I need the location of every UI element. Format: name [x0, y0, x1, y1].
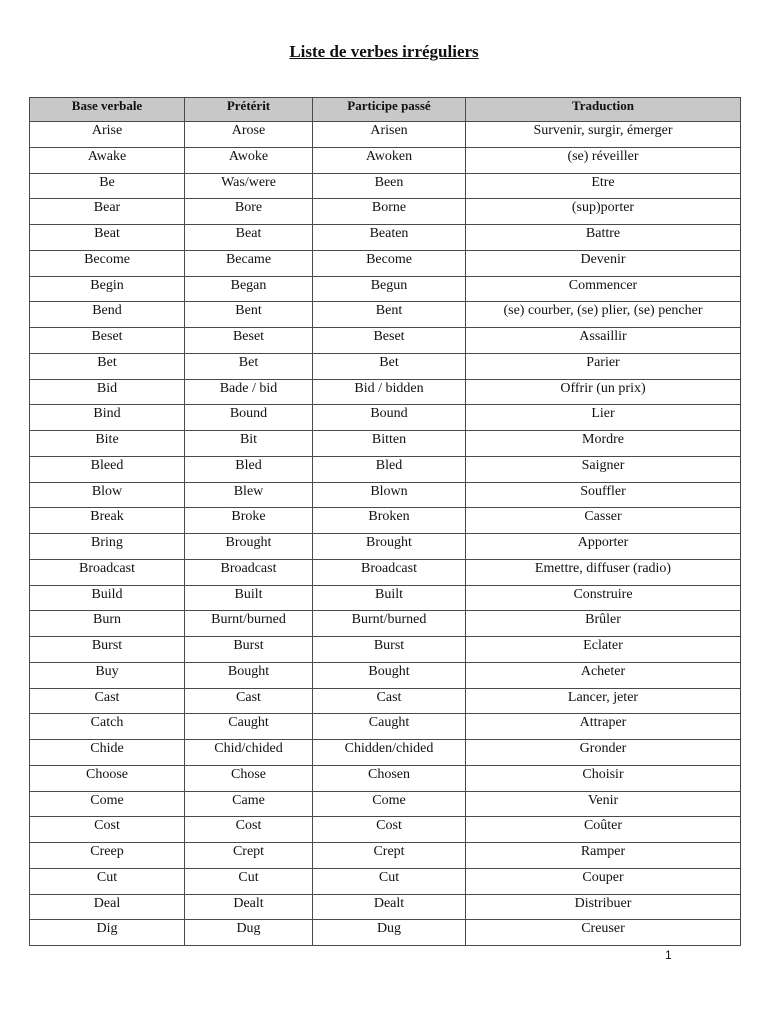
- cell-preterit: Chid/chided: [185, 740, 313, 766]
- table-row: [30, 920, 741, 946]
- table-row: [30, 662, 741, 688]
- cell-base-verbale: Cost: [30, 817, 185, 843]
- cell-base-verbale: Bend: [30, 302, 185, 328]
- cell-preterit: Bit: [185, 431, 313, 457]
- cell-participe-passe: Bet: [313, 353, 466, 379]
- cell-base-verbale: Be: [30, 173, 185, 199]
- cell-traduction: Etre: [466, 173, 741, 199]
- cell-participe-passe: Dealt: [313, 894, 466, 920]
- table-row: [30, 843, 741, 869]
- cell-preterit: Burst: [185, 637, 313, 663]
- cell-preterit: Bound: [185, 405, 313, 431]
- cell-participe-passe: Crept: [313, 843, 466, 869]
- table-row: [30, 147, 741, 173]
- cell-base-verbale: Chide: [30, 740, 185, 766]
- cell-preterit: Cut: [185, 868, 313, 894]
- verb-table-body: [30, 122, 741, 946]
- cell-traduction: Acheter: [466, 662, 741, 688]
- cell-participe-passe: Become: [313, 250, 466, 276]
- table-row: [30, 765, 741, 791]
- cell-preterit: Bade / bid: [185, 379, 313, 405]
- cell-traduction: Mordre: [466, 431, 741, 457]
- cell-participe-passe: Begun: [313, 276, 466, 302]
- cell-traduction: Apporter: [466, 534, 741, 560]
- cell-base-verbale: Catch: [30, 714, 185, 740]
- cell-preterit: Cast: [185, 688, 313, 714]
- cell-traduction: Venir: [466, 791, 741, 817]
- cell-traduction: (se) courber, (se) plier, (se) pencher: [466, 302, 741, 328]
- table-row: [30, 250, 741, 276]
- cell-base-verbale: Deal: [30, 894, 185, 920]
- cell-base-verbale: Broadcast: [30, 559, 185, 585]
- cell-traduction: Brûler: [466, 611, 741, 637]
- cell-traduction: Offrir (un prix): [466, 379, 741, 405]
- cell-base-verbale: Cast: [30, 688, 185, 714]
- cell-base-verbale: Bring: [30, 534, 185, 560]
- cell-traduction: Coûter: [466, 817, 741, 843]
- cell-participe-passe: Cut: [313, 868, 466, 894]
- cell-participe-passe: Cost: [313, 817, 466, 843]
- cell-base-verbale: Burst: [30, 637, 185, 663]
- page-title: Liste de verbes irréguliers: [289, 42, 479, 61]
- cell-preterit: Burnt/burned: [185, 611, 313, 637]
- table-row: [30, 328, 741, 354]
- cell-traduction: Battre: [466, 225, 741, 251]
- cell-base-verbale: Buy: [30, 662, 185, 688]
- cell-participe-passe: Beaten: [313, 225, 466, 251]
- cell-preterit: Chose: [185, 765, 313, 791]
- cell-traduction: (sup)porter: [466, 199, 741, 225]
- cell-preterit: Beset: [185, 328, 313, 354]
- table-row: [30, 894, 741, 920]
- cell-preterit: Dug: [185, 920, 313, 946]
- cell-base-verbale: Bite: [30, 431, 185, 457]
- cell-preterit: Cost: [185, 817, 313, 843]
- cell-traduction: Souffler: [466, 482, 741, 508]
- table-row: [30, 199, 741, 225]
- cell-participe-passe: Awoken: [313, 147, 466, 173]
- cell-preterit: Was/were: [185, 173, 313, 199]
- table-row: [30, 353, 741, 379]
- cell-participe-passe: Chidden/chided: [313, 740, 466, 766]
- table-row: [30, 559, 741, 585]
- cell-preterit: Arose: [185, 122, 313, 148]
- cell-preterit: Broadcast: [185, 559, 313, 585]
- table-header-row: [30, 98, 741, 122]
- cell-base-verbale: Dig: [30, 920, 185, 946]
- cell-preterit: Blew: [185, 482, 313, 508]
- cell-traduction: Survenir, surgir, émerger: [466, 122, 741, 148]
- cell-traduction: Creuser: [466, 920, 741, 946]
- cell-preterit: Broke: [185, 508, 313, 534]
- cell-traduction: Choisir: [466, 765, 741, 791]
- table-row: [30, 791, 741, 817]
- cell-base-verbale: Build: [30, 585, 185, 611]
- header-participe-passe: Participe passé: [313, 98, 466, 122]
- cell-traduction: Lier: [466, 405, 741, 431]
- cell-base-verbale: Break: [30, 508, 185, 534]
- cell-preterit: Bet: [185, 353, 313, 379]
- cell-base-verbale: Come: [30, 791, 185, 817]
- cell-participe-passe: Burnt/burned: [313, 611, 466, 637]
- cell-participe-passe: Burst: [313, 637, 466, 663]
- cell-base-verbale: Cut: [30, 868, 185, 894]
- table-row: [30, 585, 741, 611]
- table-row: [30, 122, 741, 148]
- cell-base-verbale: Bind: [30, 405, 185, 431]
- cell-participe-passe: Come: [313, 791, 466, 817]
- cell-traduction: Construire: [466, 585, 741, 611]
- verb-table: [29, 97, 741, 946]
- table-row: [30, 714, 741, 740]
- cell-base-verbale: Choose: [30, 765, 185, 791]
- table-row: [30, 456, 741, 482]
- cell-participe-passe: Bound: [313, 405, 466, 431]
- table-row: [30, 868, 741, 894]
- cell-participe-passe: Bought: [313, 662, 466, 688]
- header-base-verbale: Base verbale: [30, 98, 185, 122]
- table-row: [30, 740, 741, 766]
- cell-preterit: Brought: [185, 534, 313, 560]
- cell-participe-passe: Blown: [313, 482, 466, 508]
- cell-base-verbale: Bleed: [30, 456, 185, 482]
- cell-participe-passe: Bitten: [313, 431, 466, 457]
- cell-participe-passe: Bled: [313, 456, 466, 482]
- table-row: [30, 482, 741, 508]
- cell-traduction: Couper: [466, 868, 741, 894]
- table-row: [30, 405, 741, 431]
- cell-participe-passe: Cast: [313, 688, 466, 714]
- cell-traduction: Devenir: [466, 250, 741, 276]
- cell-preterit: Bled: [185, 456, 313, 482]
- cell-traduction: Attraper: [466, 714, 741, 740]
- cell-preterit: Bought: [185, 662, 313, 688]
- cell-base-verbale: Creep: [30, 843, 185, 869]
- cell-participe-passe: Chosen: [313, 765, 466, 791]
- table-row: [30, 302, 741, 328]
- cell-preterit: Awoke: [185, 147, 313, 173]
- cell-base-verbale: Awake: [30, 147, 185, 173]
- cell-preterit: Came: [185, 791, 313, 817]
- table-row: [30, 431, 741, 457]
- cell-participe-passe: Borne: [313, 199, 466, 225]
- table-row: [30, 379, 741, 405]
- cell-traduction: Parier: [466, 353, 741, 379]
- table-row: [30, 817, 741, 843]
- cell-traduction: Distribuer: [466, 894, 741, 920]
- cell-base-verbale: Beset: [30, 328, 185, 354]
- cell-traduction: Eclater: [466, 637, 741, 663]
- cell-traduction: Commencer: [466, 276, 741, 302]
- table-row: [30, 276, 741, 302]
- cell-participe-passe: Built: [313, 585, 466, 611]
- cell-traduction: Gronder: [466, 740, 741, 766]
- cell-participe-passe: Arisen: [313, 122, 466, 148]
- cell-traduction: Lancer, jeter: [466, 688, 741, 714]
- table-row: [30, 508, 741, 534]
- cell-traduction: Ramper: [466, 843, 741, 869]
- cell-base-verbale: Burn: [30, 611, 185, 637]
- cell-traduction: (se) réveiller: [466, 147, 741, 173]
- cell-preterit: Bent: [185, 302, 313, 328]
- cell-participe-passe: Broken: [313, 508, 466, 534]
- table-row: [30, 534, 741, 560]
- table-row: [30, 637, 741, 663]
- cell-participe-passe: Been: [313, 173, 466, 199]
- cell-preterit: Began: [185, 276, 313, 302]
- cell-base-verbale: Blow: [30, 482, 185, 508]
- cell-traduction: Emettre, diffuser (radio): [466, 559, 741, 585]
- page-number: 1: [665, 948, 672, 962]
- cell-traduction: Saigner: [466, 456, 741, 482]
- cell-preterit: Beat: [185, 225, 313, 251]
- header-preterit: Prétérit: [185, 98, 313, 122]
- cell-base-verbale: Bid: [30, 379, 185, 405]
- cell-base-verbale: Bet: [30, 353, 185, 379]
- cell-participe-passe: Broadcast: [313, 559, 466, 585]
- cell-traduction: Assaillir: [466, 328, 741, 354]
- cell-preterit: Dealt: [185, 894, 313, 920]
- cell-base-verbale: Begin: [30, 276, 185, 302]
- cell-preterit: Caught: [185, 714, 313, 740]
- cell-base-verbale: Arise: [30, 122, 185, 148]
- table-row: [30, 611, 741, 637]
- cell-traduction: Casser: [466, 508, 741, 534]
- table-row: [30, 688, 741, 714]
- cell-participe-passe: Caught: [313, 714, 466, 740]
- cell-preterit: Became: [185, 250, 313, 276]
- header-traduction: Traduction: [466, 98, 741, 122]
- cell-participe-passe: Dug: [313, 920, 466, 946]
- cell-preterit: Crept: [185, 843, 313, 869]
- cell-participe-passe: Bid / bidden: [313, 379, 466, 405]
- cell-participe-passe: Brought: [313, 534, 466, 560]
- cell-base-verbale: Become: [30, 250, 185, 276]
- table-row: [30, 225, 741, 251]
- cell-participe-passe: Bent: [313, 302, 466, 328]
- cell-base-verbale: Bear: [30, 199, 185, 225]
- cell-preterit: Bore: [185, 199, 313, 225]
- cell-participe-passe: Beset: [313, 328, 466, 354]
- table-row: [30, 173, 741, 199]
- cell-base-verbale: Beat: [30, 225, 185, 251]
- cell-preterit: Built: [185, 585, 313, 611]
